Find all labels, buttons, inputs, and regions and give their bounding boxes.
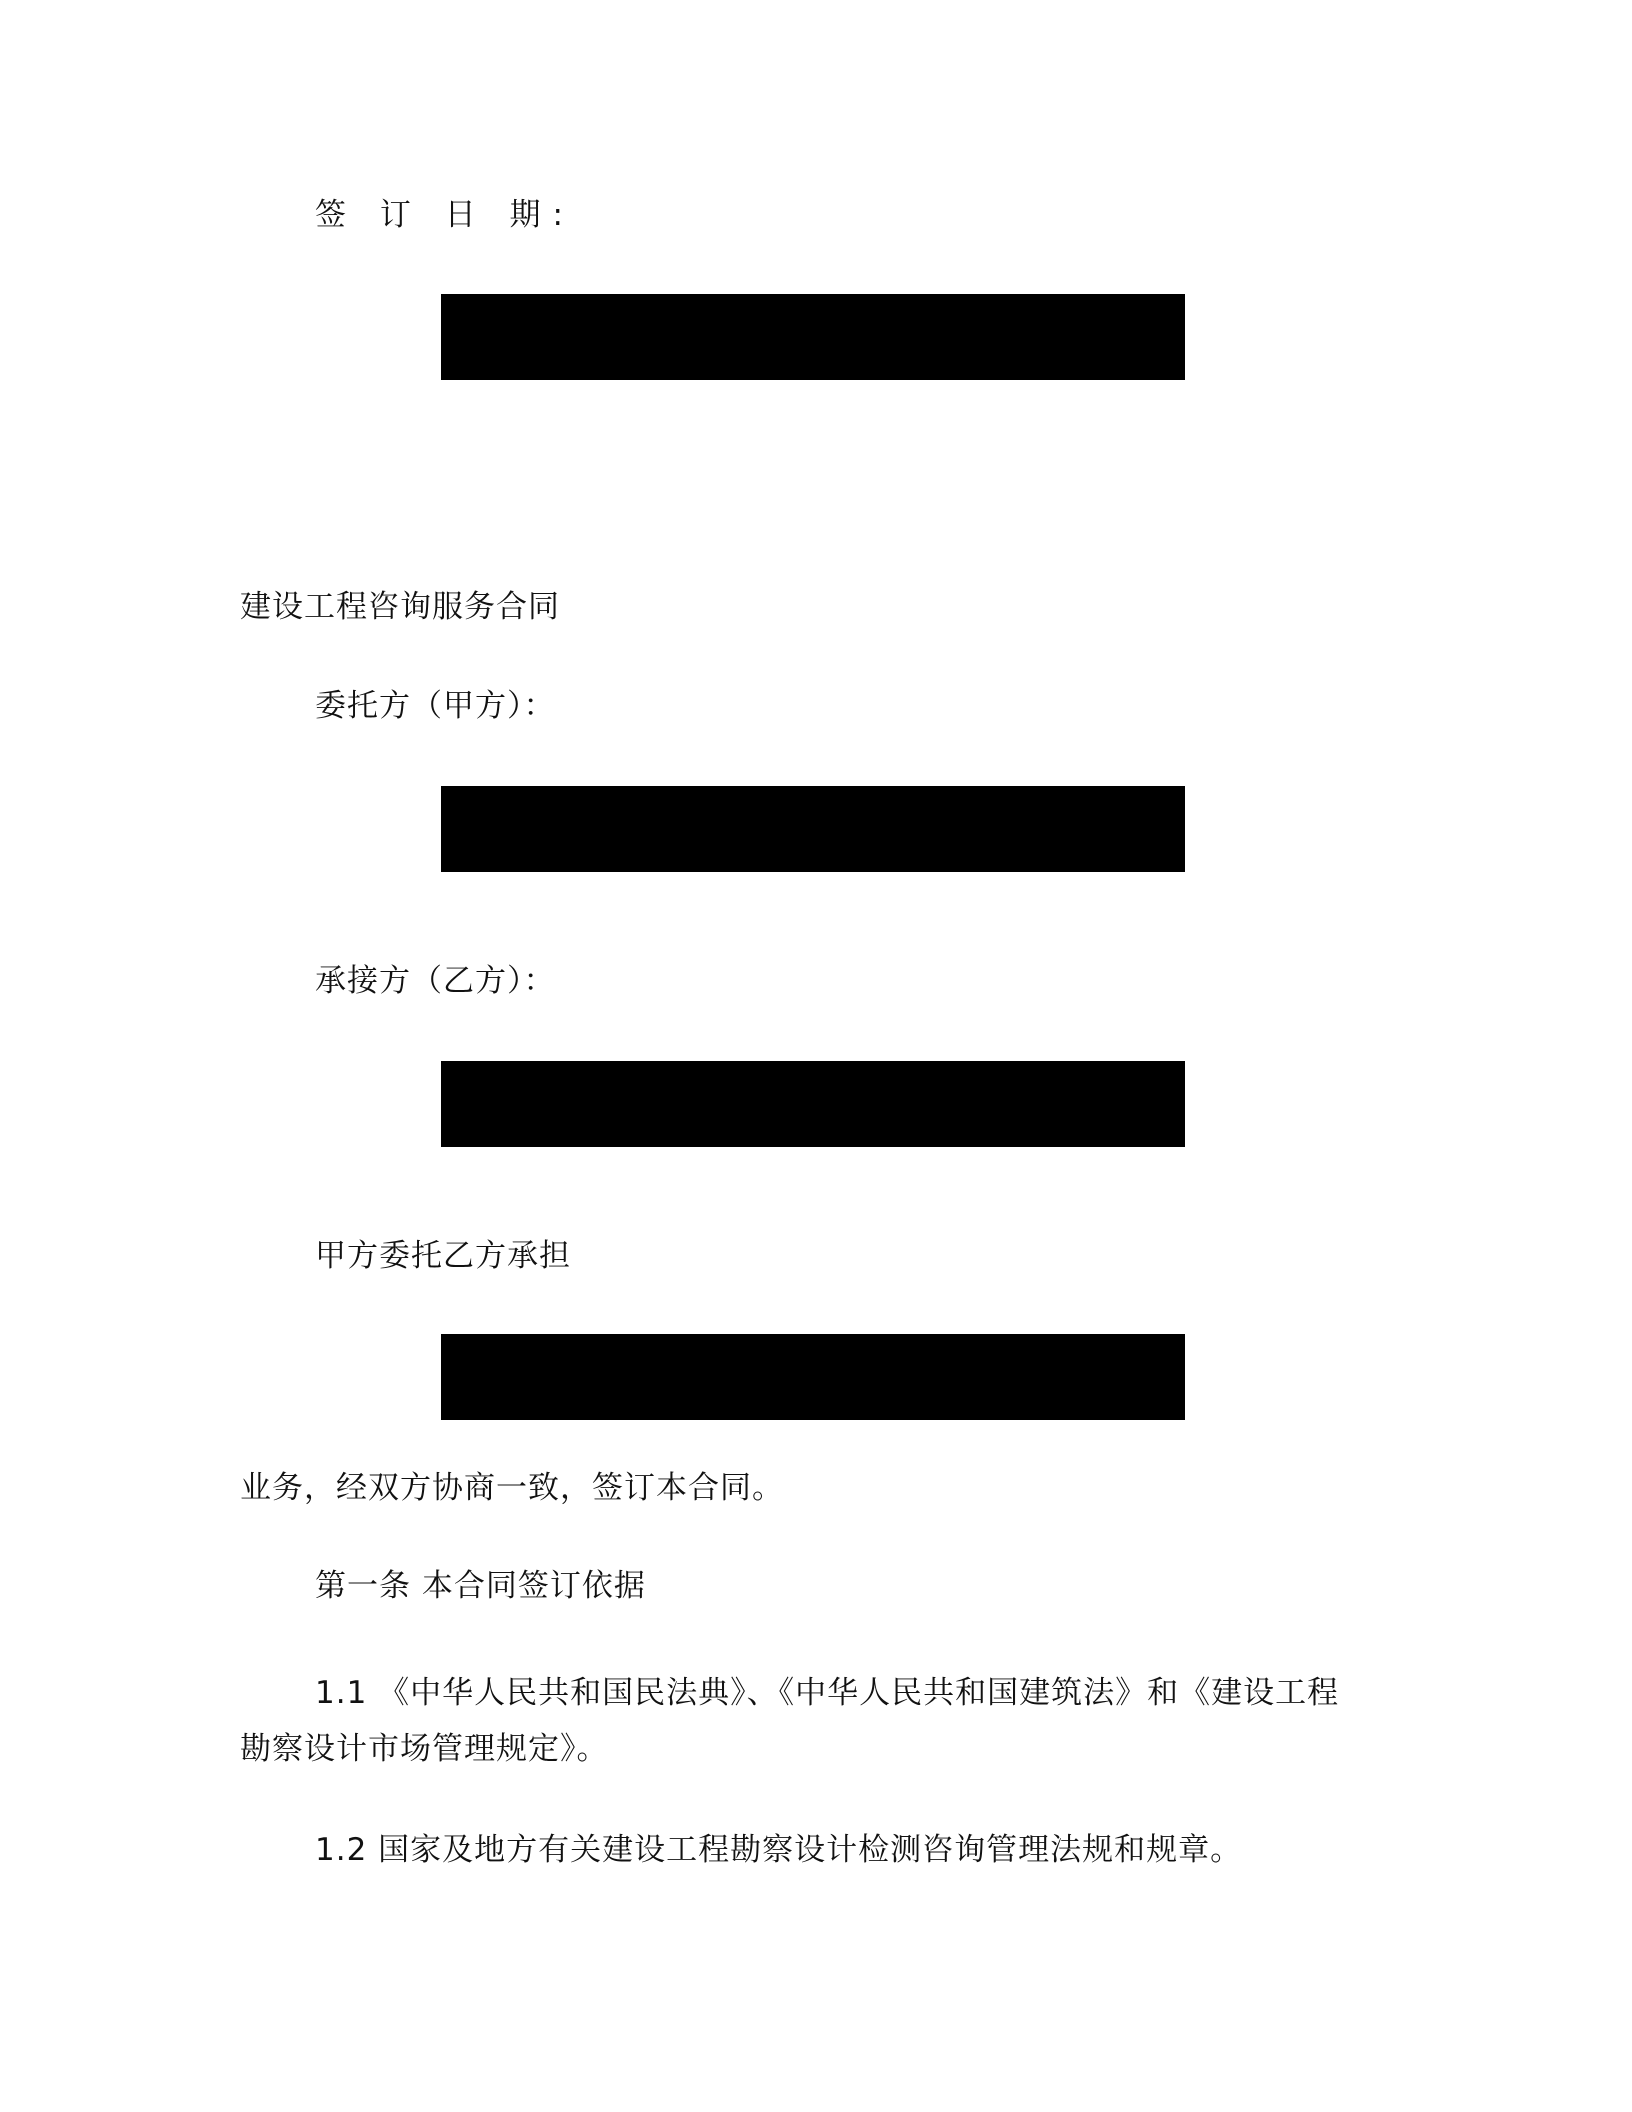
clause-1-1-line2: 勘察设计市场管理规定》。 xyxy=(240,1731,609,1767)
article-1-heading: 第一条 本合同签订依据 xyxy=(315,1568,646,1604)
redacted-signing-date xyxy=(441,294,1185,380)
entrust-intro: 甲方委托乙方承担 xyxy=(315,1238,571,1274)
redacted-party-a-name xyxy=(441,786,1185,872)
redacted-service-scope xyxy=(441,1334,1185,1420)
clause-1-2: 1.2 国家及地方有关建设工程勘察设计检测咨询管理法规和规章。 xyxy=(315,1832,1243,1868)
party-b-label: 承接方（乙方）： xyxy=(315,963,556,999)
redacted-party-b-name xyxy=(441,1061,1185,1147)
clause-1-1-line1: 1.1 《中华人民共和国民法典》、《中华人民共和国建筑法》和《建设工程 xyxy=(315,1675,1340,1711)
entrust-continuation: 业务，经双方协商一致，签订本合同。 xyxy=(240,1470,784,1506)
party-a-label: 委托方（甲方）： xyxy=(315,688,556,724)
signing-date-label: 签 订 日 期: xyxy=(315,197,576,233)
contract-title: 建设工程咨询服务合同 xyxy=(240,589,560,625)
